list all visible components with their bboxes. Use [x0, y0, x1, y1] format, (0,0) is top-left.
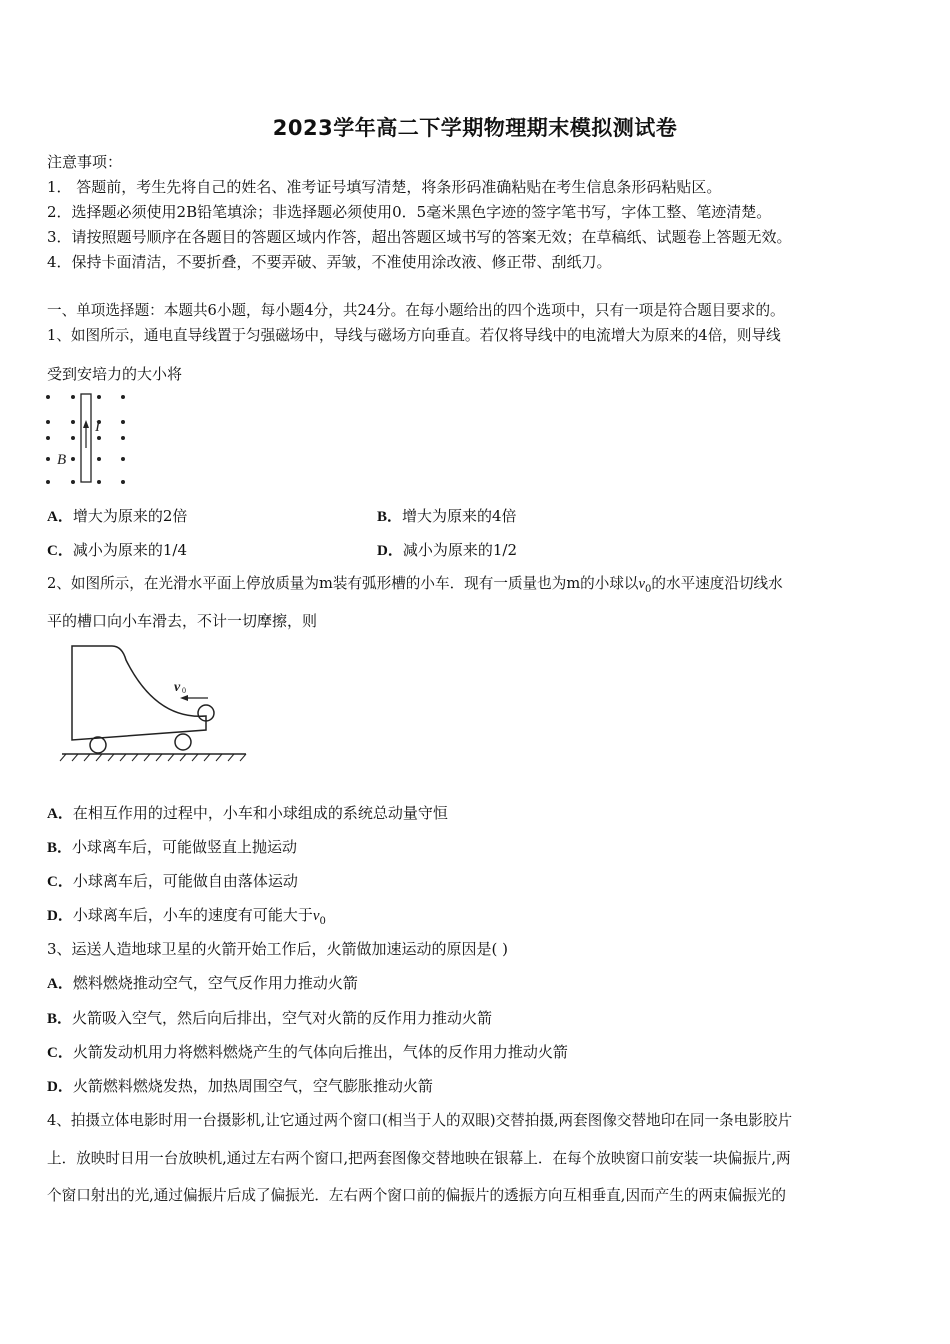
page-title: 2023学年高二下学期物理期末模拟测试卷 [272, 116, 678, 140]
q2-cart-figure [56, 640, 251, 770]
option-d[interactable]: D．火箭燃料燃烧发热，加热周围空气，空气膨胀推动火箭 [47, 1077, 433, 1095]
current-label: I [95, 419, 100, 435]
notice-item: 1． 答题前，考生先将自己的姓名、准考证号填写清楚，将条形码准确粘贴在考生信息条形码粘贴区。 [47, 178, 722, 196]
option-b[interactable]: B．小球离车后，可能做竖直上抛运动 [47, 838, 298, 856]
option-c[interactable]: C．火箭发动机用力将燃料燃烧产生的气体向后推出，气体的反作用力推动火箭 [47, 1043, 568, 1061]
question-1-stem-cont: 受到安培力的大小将 [47, 365, 183, 383]
notice-item: 4．保持卡面清洁，不要折叠，不要弄破、弄皱，不准使用涂改液、修正带、刮纸刀。 [47, 253, 612, 271]
question-1-stem: 1、如图所示，通电直导线置于匀强磁场中，导线与磁场方向垂直。若仅将导线中的电流增大为原来的4倍，则导线 [47, 327, 781, 344]
option-a[interactable]: A．燃料燃烧推动空气，空气反作用力推动火箭 [47, 974, 358, 992]
notice-heading: 注意事项： [47, 153, 123, 171]
question-2-stem: 2、如图所示，在光滑水平面上停放质量为m装有弧形槽的小车．现有一质量也为m的小球以$v_0$的水平速度沿切线水 [47, 575, 783, 595]
option-c[interactable]: C．减小为原来的1/4 [47, 541, 187, 559]
question-4-stem-cont: 上．放映时日用一台放映机,通过左右两个窗口,把两套图像交替地映在银幕上．在每个放映窗口前安装一块偏振片,两 [47, 1150, 791, 1167]
notice-item: 3．请按照题号顺序在各题目的答题区域内作答，超出答题区域书写的答案无效；在草稿纸、试题卷上答题无效。 [47, 228, 792, 246]
option-a[interactable]: A．增大为原来的2倍 [47, 507, 188, 525]
option-b[interactable]: B．火箭吸入空气，然后向后排出，空气对火箭的反作用力推动火箭 [47, 1009, 493, 1027]
option-c[interactable]: C．小球离车后，可能做自由落体运动 [47, 872, 298, 890]
question-2-stem-cont: 平的槽口向小车滑去，不计一切摩擦，则 [47, 612, 318, 630]
option-d[interactable]: D．小球离车后，小车的速度有可能大于$v_0$ [47, 906, 326, 927]
question-4-stem: 4、拍摄立体电影时用一台摄影机,让它通过两个窗口(相当于人的双眼)交替拍摄,两套图像交替地印在同一条电影胶片 [47, 1112, 793, 1129]
notice-item: 2．选择题必须使用2B铅笔填涂；非选择题必须使用0．5毫米黑色字迹的签字笔书写，字体工整、笔迹清楚。 [47, 203, 772, 221]
option-b[interactable]: B．增大为原来的4倍 [377, 507, 517, 525]
section-heading: 一、单项选择题：本题共6小题，每小题4分，共24分。在每小题给出的四个选项中，只有一项是符合题目要求的。 [47, 302, 785, 319]
field-label: B [57, 452, 67, 468]
option-d[interactable]: D．减小为原来的1/2 [377, 541, 517, 559]
q1-magnetic-field-figure [40, 388, 140, 488]
velocity-label: v [174, 680, 181, 695]
question-4-stem-cont: 个窗口射出的光,通过偏振片后成了偏振光．左右两个窗口前的偏振片的透振方向互相垂直,因而产生的两束偏振光的 [47, 1187, 786, 1204]
option-a[interactable]: A．在相互作用的过程中，小车和小球组成的系统总动量守恒 [47, 804, 448, 822]
velocity-label-sub: 0 [182, 686, 186, 695]
question-3-stem: 3、运送人造地球卫星的火箭开始工作后，火箭做加速运动的原因是( ) [47, 940, 509, 958]
